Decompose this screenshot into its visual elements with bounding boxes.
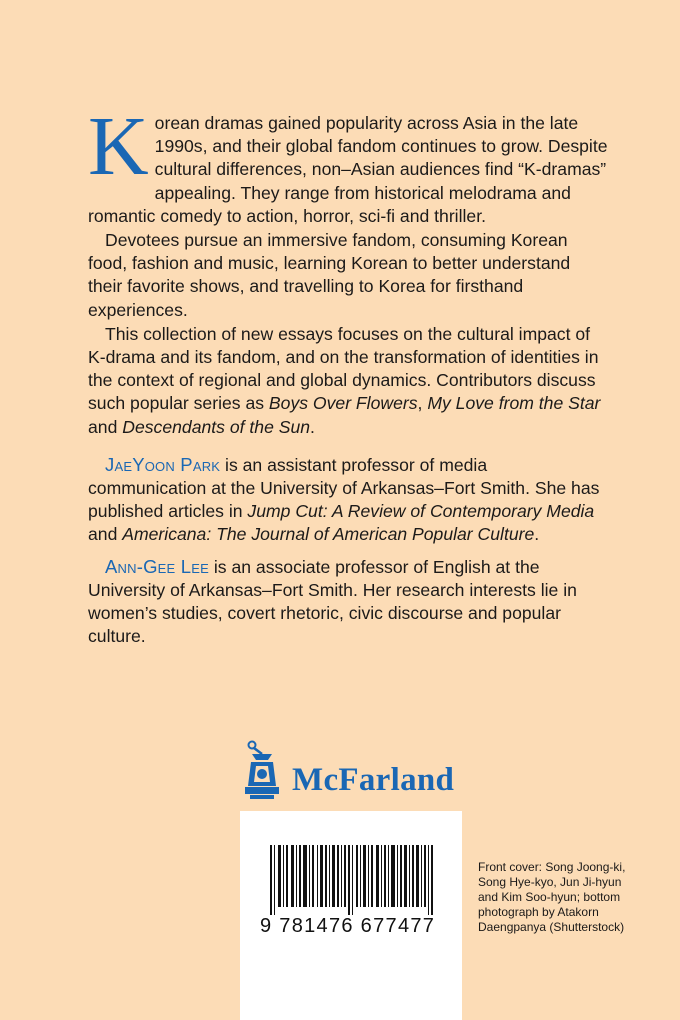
author-name-1: JaeYoon Park <box>105 453 221 475</box>
blurb-paragraph-1-text: orean dramas gained popularity across Asia in the late 1990s, and their global fandom continues to grow. Despite cultural differences, non–Asian audiences find “K-dramas” appealing. They range from historical melodrama and romantic comedy to action, horror, sci-fi and thriller. <box>88 113 608 226</box>
blurb-p3-text-a: This collection of new essays focuses on the cultural impact of K-drama and its fandom, and on the transformation of identities in the context of regional and global dynamics. Contributors discuss such popular series as <box>88 323 599 414</box>
blurb-paragraph-3 <box>88 323 608 439</box>
series-title-3: Descendants of the Sun <box>122 416 311 437</box>
author-bio-1-text-b: and <box>88 524 123 545</box>
publisher-name: McFarland <box>292 762 455 798</box>
barcode-panel <box>240 811 462 1020</box>
cover-credit: Front cover: Song Joong-ki, Song Hye-kyo, Jun Ji-hyun and Kim Soo-hyun; bottom photograph by Atakorn Daengpanya (Shutterstock) <box>478 860 626 934</box>
barcode <box>270 845 435 915</box>
blurb-p3-text-b: , <box>417 393 428 414</box>
blurb-p3-text-c: and <box>88 416 123 437</box>
blurb-p3-text-d: . <box>310 416 315 437</box>
lantern-icon <box>240 740 284 800</box>
author-bio-1-text-c: . <box>534 524 540 545</box>
publisher-logo <box>240 740 460 800</box>
journal-title-2: Americana: The Journal of American Popular Culture <box>122 524 535 545</box>
barcode-number: 9 781476 677477 <box>260 915 436 937</box>
drop-cap: K <box>88 100 149 193</box>
author-name-2: Ann-Gee Lee <box>105 555 209 577</box>
back-cover-blurb <box>88 100 608 648</box>
author-bio-2-text: is an associate professor of English at the University of Arkansas–Fort Smith. Her research interests lie in women’s studies, covert rhetoric, civic discourse and popular culture. <box>88 556 577 647</box>
blurb-paragraph-1 <box>88 100 608 228</box>
journal-title-1: Jump Cut: A Review of Contemporary Media <box>247 501 595 522</box>
author-bio-2 <box>88 555 608 649</box>
author-bio-1 <box>88 453 608 547</box>
series-title-2: My Love from the Star <box>427 393 601 414</box>
author-bio-1-text-a: is an assistant professor of media communication at the University of Arkansas–Fort Smith. She has published articles in <box>88 454 600 522</box>
blurb-paragraph-2: Devotees pursue an immersive fandom, consuming Korean food, fashion and music, learning Korean to better understand their favorite shows, and travelling to Korea for firsthand experiences. <box>88 230 571 320</box>
series-title-1: Boys Over Flowers <box>268 393 418 414</box>
